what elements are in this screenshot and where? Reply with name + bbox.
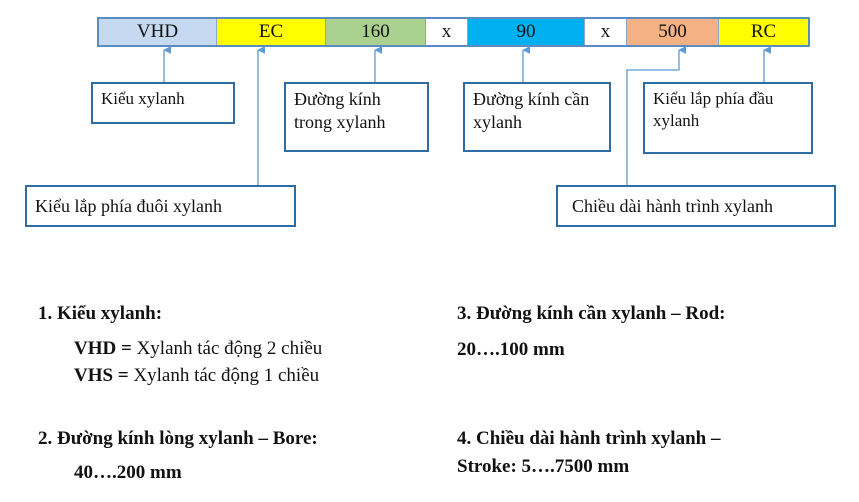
label-cylinder-type: Kiểu xylanh — [91, 82, 235, 124]
section-heading: 4. Chiều dài hành trình xylanh – — [457, 428, 721, 449]
type-code-vhd: VHD = — [74, 337, 137, 359]
segment-bore: 160 — [326, 19, 426, 45]
segment-type: VHD — [99, 19, 217, 45]
segment-stroke: 500 — [627, 19, 719, 45]
segment-rear-mount: EC — [217, 19, 326, 45]
section-heading: 1. Kiểu xylanh: — [38, 303, 163, 324]
segment-front-mount: RC — [719, 19, 808, 45]
type-line-vhd — [74, 336, 322, 362]
section-cylinder-type — [38, 301, 322, 389]
section-rod — [457, 301, 725, 362]
segment-separator-2: x — [585, 19, 627, 45]
section-heading: 3. Đường kính cần xylanh – Rod: — [457, 303, 726, 324]
type-desc-vhs: Xylanh tác động 1 chiều — [133, 365, 320, 387]
section-bore — [38, 426, 318, 485]
rod-range: 20….100 mm — [457, 338, 565, 360]
section-heading: 2. Đường kính lòng xylanh – Bore: — [38, 428, 318, 449]
section-stroke — [457, 426, 720, 479]
label-stroke-length: Chiều dài hành trình xylanh — [556, 185, 836, 227]
stroke-range: Stroke: 5….7500 mm — [457, 455, 630, 477]
label-rod-diameter: Đường kính cần xylanh — [463, 82, 611, 152]
type-code-vhs: VHS = — [74, 365, 134, 387]
label-bore-diameter: Đường kính trong xylanh — [284, 82, 429, 152]
label-rear-mount: Kiểu lắp phía đuôi xylanh — [25, 185, 296, 227]
label-front-mount: Kiểu lắp phía đầu xylanh — [643, 82, 813, 154]
type-line-vhs — [74, 363, 322, 389]
type-desc-vhd: Xylanh tác động 2 chiều — [136, 337, 323, 359]
bore-range: 40….200 mm — [74, 461, 182, 483]
segment-rod: 90 — [468, 19, 585, 45]
segment-separator-1: x — [426, 19, 468, 45]
